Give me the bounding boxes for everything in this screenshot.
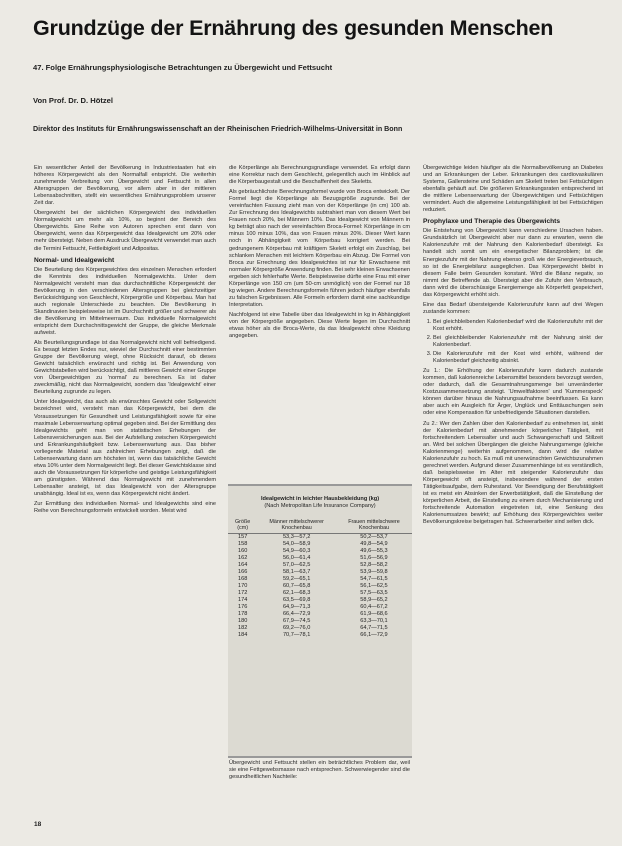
table-cell: 62,1—68,3	[282, 590, 311, 597]
idealgewicht-table	[228, 518, 412, 640]
paragraph: Die Entstehung von Übergewicht kann verschiedene Ursachen haben. Grundsätzlich ist Übergewicht aber nur dann zu erwarten, wenn die Kalorienzufuhr mit der Nahrung den Kalorienbedarf übersteigt. Es handelt sich somit um ein energetischer Bilanzproblem; ist die Energiezufuhr mit der Nahrung ebenso groß wie der Energieverbrauch, so ist die Energiebilanz ausgeglichen. Das Körpergewicht bleibt in diesem Falle beim Gesunden konstant. Wird die Bilanz negativ, so nimmt der Betreffende ab. Übersteigt aber die Zufuhr den Verbrauch, dann wird die überschüssige Energiemenge als Körperfett gespeichert, das Körpergewicht erhöht sich.	[423, 228, 603, 298]
table-cell: 63,5—69,8	[282, 597, 311, 604]
table-cell: 59,2—65,1	[282, 576, 311, 583]
table-cell: 57,0—62,5	[282, 562, 311, 568]
table-row	[228, 583, 412, 590]
table-row	[228, 541, 412, 548]
paragraph: Zu 2.: Wer den Zahlen über den Kalorienbedarf zu entnehmen ist, sinkt der Kalorienbedarf mit abnehmender körperlicher Tätigkeit, mit fortschreitendem Lebensalter und auch Schwangerschaft und Stillzeit an. Wird bei solchen Übergängen die gleiche Nahrungsmenge (gleiche Kalorienmenge) weiterhin aufgenommen, dann wird die relative Kalorienzufuhr zu hoch. Es muß mit unerwünschten Gewichtszunahmen gerechnet werden. Aufgrund dieser Zusammenhänge ist es verständlich, daß beispielsweise im Alter mit steigender Kalorienzufuhr das Körpergewicht oft ansteigt, insbesondere während der ersten Tätigkeitsaufgabe, dem Ruhestand. Vor Beendigung der Berufstätigkeit ist es meist ein Absinken der Erwerbstätigkeit, daß die Einstellung der körperlichen Arbeit, die Einstellung zu einem durch Mechanisierung und fortschreitende Automation eingetreten ist, eine Senkung des Kalorienumsatzes bewirkt; auf Erhöhung des Körpergewichtes weiter Bevölkerungskreise beigetragen hat. Schwerarbeiter sind selten dick.	[423, 420, 603, 526]
paragraph: Unter Idealgewicht, das auch als erwünschtes Gewicht oder Sollgewicht bezeichnet wird, versteht man das Körpergewicht, bei dem die Voraussetzungen für Gesundheit und Leistungsfähigkeit sowie für eine maximale Lebenserwartung optimal gegeben sind. Bei der Ermittlung des Idealgewichts geht man von statistischen Erhebungen der Lebensversicherungen aus. Bei der Aufstellung zwischen Körpergewicht und Erkrankungshäufigkeit bzw. Lebenserwartung aus. Das bisher vorliegende Material aus zahlreichen Erhebungen zeigt, daß die Lebenserwartung dann am höchsten ist, wenn das tatsächliche Gewicht etwa 10% unter dem Normalgewicht liegt. Bei dieser Gewichtsklasse sind auch die Voraussetzungen für körperliche und geistige Leistungsfähigkeit am günstigsten. Während das Normalgewicht mit zunehmendem Lebensalter ansteigt, ist das Idealgewicht von der Altersgruppe unabhängig. Ideal ist es, wenn das Körpergewicht nicht ändert.	[34, 399, 216, 498]
paragraph: Übergewichtige leiden häufiger als die Normalbevölkerung an Diabetes und an Erkrankungen der Leber. Erkrankungen des cardiovaskulären Systems, Gallensteine und Schäden am Skelett treten bei Fettsüchtigen ebenfalls gehäuft auf. Die größeren Erkrankungsraten entsprechend ist die mittlere Lebenserwartung der Übergewichtigen und Fettsüchtigen vermindert. Auch die allgemeine Leistungsfähigkeit ist bei Fettsüchtigen reduziert.	[423, 165, 603, 214]
table-cell: 49,8—54,9	[360, 540, 388, 547]
table-cell: 53,3—57,2	[282, 533, 311, 540]
paragraph: Zu 1.: Die Erhöhung der Kalorienzufuhr kann dadurch zustande kommen, daß kalorienreiche Lebensmittel besonders bevorzugt werden, oder dadurch, daß die Gesamtnahrungsmenge bei unveränderter Kostzusammensetzung ansteigt. 'Umweltfaktoren' und 'Kummerspeck' können darüber hinaus die Nahrungsaufnahme beeinflussen. Es kann aber auch ein Ausgleich für Ärger, Unglück und Enttäuschungen sein oder eine Kompensation für unbefriedigende Situationen darstellen.	[423, 368, 603, 417]
table-row	[228, 632, 412, 639]
table-cell: 172	[238, 590, 248, 597]
table-cell: 182	[238, 625, 248, 632]
table-cell: 60,4—67,2	[360, 604, 388, 611]
paragraph: Übergewicht und Fettsucht stellen ein beträchtliches Problem dar, weil sie eine Fettgewebsmasse nach entsprechen. Schwerwiegender sind die gesundheitlichen Nachteile:	[229, 760, 410, 781]
table-header: Größe (cm)	[234, 519, 251, 532]
column-2	[229, 165, 410, 343]
paragraph: Übergewicht bei der sächlichen Körpergewicht des individuellen Normalgewicht um mehr als 10%, so beginnt der Bereich des Übergewichts. Eine Reihe von Autoren sprechen erst dann von Übergewicht, wenn das Körpergewicht das Idealgewicht um 20% oder mehr übersteigt. Neben dem Ausdruck Übergewicht verwendet man auch die Termini Fettsucht, Fettleibigkeit und Adipositas.	[34, 210, 216, 252]
table-cell: 174	[238, 597, 248, 604]
table-cell: 61,9—68,6	[360, 611, 388, 618]
cause-list	[423, 319, 603, 365]
idealgewicht-table-box	[228, 484, 412, 758]
table-row	[228, 611, 412, 618]
table-cell: 54,7—61,5	[360, 576, 388, 583]
table-cell: 176	[238, 604, 248, 611]
paragraph: die Körperlänge als Berechnungsgrundlage verwendet. Es erfolgt dann eine Korrektur nach dem Geschlecht, gelegentlich auch im Hinblick auf die Körperbaugestalt und die Beschaffenheit des Skeletts.	[229, 165, 410, 186]
table-cell: 67,9—74,5	[282, 618, 311, 625]
table-cell: 54,0—58,9	[282, 540, 311, 547]
table-header: Frauen mittelschwere Knochenbau	[348, 519, 400, 532]
table-cell: 66,1—72,9	[360, 632, 388, 639]
table-cell: 58,1—63,7	[282, 569, 311, 576]
paragraph: Die Beurteilung des Körpergewichtes des einzelnen Menschen erfordert die Kenntnis des individuellen Normalgewichts. Unter dem Normalgewicht versteht man das durchschnittliche Körpergewicht der Bevölkerung in den verschiedenen Altersgruppen bei gleichzeitiger Berücksichtigung von Geschlecht, Körpergröße und Körperbau. Man hat auch regionale Unterschiede zu beachten. Die Bevölkerung in Skandinavien beispielsweise ist im Durchschnitt größer und schwerer als die Bevölkerung im Mittelmeerraum. Das individuelle Normalgewicht entspricht dem Durchschnittsgewicht der Gruppe, die gleiche Merkmale aufweist.	[34, 266, 216, 336]
article-title: Grundzüge der Ernährung des gesunden Menschen	[33, 16, 554, 40]
table-row	[228, 618, 412, 625]
table-header: Männer mittelschwerer Knochenbau	[269, 519, 324, 532]
table-row	[228, 548, 412, 555]
section-heading-normalgewicht: Normal- und Idealgewicht	[34, 256, 115, 264]
table-cell: 58,9—65,2	[360, 597, 388, 604]
table-cell: 164	[238, 562, 248, 568]
table-cell: 168	[238, 576, 248, 583]
paragraph: Zur Ermittlung des individuellen Normal- und Idealgewichts sind eine Reihe von Berechnungsformeln entwickelt worden. Meist wird	[34, 501, 216, 515]
table-row	[228, 604, 412, 611]
table-source: (Nach Metropolitan Life Insurance Company)	[264, 503, 376, 509]
series-line: 47. Folge Ernährungsphysiologische Betrachtungen zu Übergewicht und Fettsucht	[33, 63, 333, 72]
paragraph: Als Beurteilungsgrundlage ist das Normalgewicht nicht voll befriedigend. Es besagt letzten Endes nur, wieviel der Durchschnitt einer bestimmten Gruppe der Bevölkerung wiegt, ohne Rücksicht darauf, ob dieses Gewicht tatsächlich erwünscht und richtig ist. Bei Anwendung von Gewichtstabellen wird berücksichtigt, daß mittleres Gewicht einer Gruppe von Übergewichtigen zu 'normal' zu berechnen. Es ist daher zweckmäßig, nicht das Normalgewicht, sondern das 'Idealgewicht' einer Beurteilung zugrunde zu legen.	[34, 340, 216, 396]
table-row	[228, 569, 412, 576]
paragraph: Ein wesentlicher Anteil der Bevölkerung in Industriestaaten hat ein höheres Körpergewicht als den Normalfall entspricht. Die weiterhin zunehmende Verbreitung von Übergewicht und Fettsucht in allen Altersgruppen der Bevölkerung, vor allem aber in der mittleren Lebensabschnitten, stellt ein wesentliches Ernährungsproblem unserer Zeit dar.	[34, 165, 216, 207]
table-cell: 160	[238, 547, 248, 554]
table-row	[228, 576, 412, 583]
table-cell: 53,9—59,8	[360, 569, 388, 576]
table-cell: 180	[238, 618, 248, 625]
table-cell: 166	[238, 569, 248, 576]
table-row	[228, 555, 412, 562]
table-cell: 56,1—62,5	[360, 583, 388, 590]
column-2-continued	[229, 760, 410, 784]
affiliation-line: Direktor des Instituts für Ernährungswissenschaft an der Rheinischen Friedrich-Wilhelms-Universität in Bonn	[33, 125, 403, 133]
table-cell: 49,6—55,3	[360, 547, 388, 554]
table-cell: 70,7—78,1	[282, 632, 311, 639]
column-1	[34, 165, 216, 518]
table-header-row	[228, 518, 412, 533]
table-cell: 157	[238, 533, 248, 540]
table-cell: 51,6—56,9	[360, 554, 388, 561]
table-cell: 52,8—58,2	[360, 562, 388, 568]
table-cell: 57,5—63,5	[360, 590, 388, 597]
list-item: 3. Die Kalorienzufuhr mit der Kost wird erhöht, während der Kalorienbedarf gleichzeitig absinkt.	[433, 351, 603, 365]
table-cell: 60,7—65,8	[282, 583, 311, 590]
paragraph: Nachfolgend ist eine Tabelle über das Idealgewicht in kg in Abhängigkeit von der Körpergröße angegeben. Diese Werte liegen im Durchschnitt etwas höher als die Broca-Werte, da das Idealgewicht ohne Kleidung angegeben.	[229, 311, 410, 340]
table-row	[228, 590, 412, 597]
section-heading-prophylaxe: Prophylaxe und Therapie des Übergewichts	[423, 218, 561, 226]
paragraph: Eine das Bedarf übersteigende Kalorienzufuhr kann auf drei Wegen zustande kommen:	[423, 301, 603, 315]
table-cell: 50,2—53,7	[360, 533, 388, 540]
table-cell: 54,9—60,3	[282, 547, 311, 554]
table-cell: 178	[238, 611, 248, 618]
author-line: Von Prof. Dr. D. Hötzel	[33, 96, 114, 105]
table-cell: 56,0—61,4	[282, 554, 311, 561]
table-cell: 184	[238, 632, 248, 639]
table-row	[228, 562, 412, 569]
list-item: 1. Bei gleichbleibenden Kalorienbedarf wird die Kalorienzufuhr mit der Kost erhöht.	[433, 319, 603, 333]
column-3	[423, 165, 603, 529]
paragraph: Als gebräuchlichste Berechnungsformel wurde von Broca entwickelt. Der Formel liegt die Körperlänge als Bezugsgröße zugrunde. Bei der vereinfachten Fassung zieht man von der Körperlänge (in cm) 100 ab. Zur Errechnung des Idealgewichts subtrahiert man von diesem Wert bei Frauen noch 20%, bei Männern 10%. Das Idealgewicht von Männern in kg beträgt also nach der vereinfachten Broca-Formel: Körperlänge in cm minus 100 minus 10%, das von Frauen minus 20%. Dieser Wert kann noch in Abhängigkeit vom Körperbau korrigiert werden. Bei gedrungenem Körperbau mit kräftigem Skelett erfolgt ein Zuschlag, bei schlanken Menschen mit leichtem Körperbau ein Abzug. Die Formel von Broca zur Errechnung des Idealgewichtes ist nur für Erwachsene mit normaler Körpergröße Anwendung finden. Bei sehr kleinen Erwachsenen ergeben sich fehlerhafte Werte. Beispielsweise dürfte eine Frau mit einer Körperlänge von 150 cm (um 50-cm unmöglich) von der Formel nur 18 kg wiegen. Andere Berechnungsformeln führen jedoch häufiger ebenfalls zu falschen Ergebnissen. Alle Formeln erfordern damit eine sachkundige Interpretation.	[229, 189, 410, 308]
page-number: 18	[34, 821, 42, 828]
table-row	[228, 597, 412, 604]
table-cell: 170	[238, 583, 248, 590]
table-cell: 69,2—76,0	[282, 625, 311, 632]
table-row	[228, 625, 412, 632]
table-cell: 66,4—72,9	[282, 611, 311, 618]
table-cell: 64,7—71,5	[360, 625, 388, 632]
table-title: Idealgewicht in leichter Hausbekleidung (kg)	[260, 496, 380, 502]
table-cell: 162	[238, 554, 248, 561]
table-cell: 158	[238, 540, 248, 547]
list-item: 2. Bei gleichbleibender Kalorienzufuhr mit der Nahrung sinkt der Kalorienbedarf.	[433, 335, 603, 349]
table-cell: 63,3—70,1	[360, 618, 388, 625]
table-row	[228, 533, 412, 541]
table-cell: 64,9—71,3	[282, 604, 311, 611]
